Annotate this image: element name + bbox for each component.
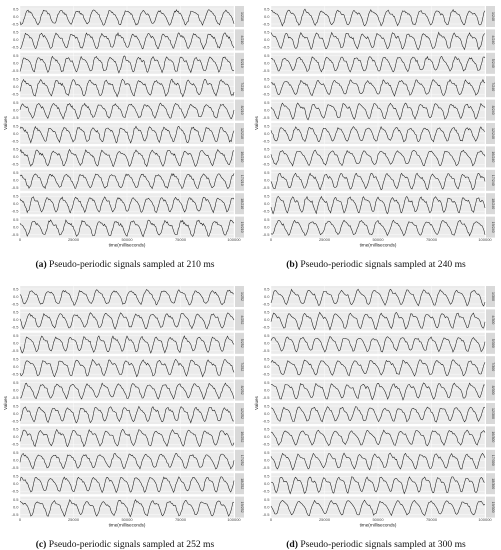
x-tick-label: 75000 xyxy=(425,237,438,242)
facet-panel xyxy=(263,403,495,424)
y-axis-label: Values xyxy=(3,396,8,410)
y-tick-label: -0.5 xyxy=(11,371,19,377)
y-tick-label: 0.0 xyxy=(263,177,270,183)
y-tick-label: 0.5 xyxy=(12,426,19,432)
y-tick-label: 0.0 xyxy=(263,224,270,230)
y-tick-label: -0.5 xyxy=(262,21,270,27)
facet-label: 18/240 xyxy=(490,198,495,210)
facet-panel xyxy=(12,380,244,401)
y-tick-label: -0.5 xyxy=(262,371,270,377)
y-tick-label: 0.0 xyxy=(263,364,270,369)
facet-label: 19/240 xyxy=(490,221,495,233)
facet-label: 18/210 xyxy=(239,198,244,210)
facet-label: 12/210 xyxy=(239,128,244,139)
facet-panel xyxy=(12,6,244,27)
facet-panel xyxy=(263,76,495,97)
y-tick-label: 0.5 xyxy=(12,53,19,59)
y-tick-label: 0.0 xyxy=(263,340,270,346)
facet-panel xyxy=(263,286,495,307)
y-tick-label: -0.5 xyxy=(11,138,19,144)
y-tick-label: 0.0 xyxy=(12,13,19,19)
x-tick-label: 25000 xyxy=(318,237,331,242)
caption-text: Pseudo-periodic signals sampled at 240 ms xyxy=(297,259,466,270)
facet-label: 8/300 xyxy=(490,385,495,395)
y-tick-label: 0.0 xyxy=(263,317,270,323)
facet-panel xyxy=(263,450,495,471)
x-tick-label: 100000 xyxy=(227,237,241,242)
y-tick-label: 0.5 xyxy=(263,29,270,35)
y-tick-label: 0.5 xyxy=(12,379,19,385)
y-tick-label: 0.0 xyxy=(263,13,270,19)
y-tick-label: -0.5 xyxy=(262,301,270,307)
y-tick-label: -0.5 xyxy=(262,441,270,447)
y-tick-label: -0.5 xyxy=(11,465,19,471)
facet-panel xyxy=(12,100,244,121)
y-tick-label: 0.0 xyxy=(263,201,270,206)
caption-text: Pseudo-periodic signals sampled at 210 ms xyxy=(46,259,215,270)
y-tick-label: 0.0 xyxy=(12,364,19,369)
y-tick-label: 0.5 xyxy=(263,426,270,432)
facet-panel xyxy=(12,426,244,447)
y-tick-label: -0.5 xyxy=(11,208,19,214)
y-tick-label: 0.5 xyxy=(263,496,270,502)
facet-panel xyxy=(12,403,244,424)
facet-panel xyxy=(12,193,244,214)
y-tick-label: -0.5 xyxy=(11,418,19,424)
facet-label: 8/240 xyxy=(490,105,495,115)
y-tick-label: -0.5 xyxy=(262,324,270,330)
facet-panel xyxy=(12,217,244,238)
x-tick-label: 0 xyxy=(18,237,22,242)
caption-label: (a) xyxy=(35,259,47,270)
y-axis-label: Values xyxy=(254,116,259,130)
y-tick-label: -0.5 xyxy=(262,488,270,494)
y-tick-label: -0.5 xyxy=(262,44,270,50)
y-tick-label: 0.5 xyxy=(12,123,19,129)
facet-panel xyxy=(12,146,244,167)
facet-panel xyxy=(263,473,495,494)
facet-label: 17/210 xyxy=(239,174,244,186)
x-tick-label: 25000 xyxy=(67,237,80,242)
y-tick-label: -0.5 xyxy=(262,394,270,400)
y-tick-label: -0.5 xyxy=(262,418,270,424)
x-axis-label: time(milliseconds) xyxy=(359,242,397,248)
x-tick-label: 50000 xyxy=(121,517,133,522)
y-tick-label: 0.5 xyxy=(12,333,19,339)
caption-label: (c) xyxy=(35,539,47,550)
y-tick-label: -0.5 xyxy=(262,68,270,74)
y-tick-label: 0.5 xyxy=(263,403,270,409)
y-tick-label: 0.5 xyxy=(12,170,19,176)
subfigure-caption xyxy=(286,259,466,270)
y-tick-label: 0.0 xyxy=(12,84,19,89)
y-tick-label: 0.5 xyxy=(12,216,19,222)
facet-panel xyxy=(12,309,244,330)
y-tick-label: 0.5 xyxy=(12,403,19,409)
y-tick-label: 0.5 xyxy=(263,333,270,339)
facet-label: 12/240 xyxy=(490,128,495,139)
facet-label: 16/210 xyxy=(239,151,244,163)
subfigure-caption xyxy=(286,539,466,550)
facet-label: 1/240 xyxy=(490,12,495,21)
facet-panel xyxy=(263,123,495,144)
facet-label: 5/210 xyxy=(239,58,244,68)
y-axis-label: Values xyxy=(3,116,8,130)
y-tick-label: 0.5 xyxy=(263,216,270,222)
facet-panel xyxy=(12,53,244,74)
facet-label: 4/300 xyxy=(490,315,495,325)
facet-label: 4/210 xyxy=(239,35,244,45)
y-tick-label: 0.5 xyxy=(12,6,19,12)
y-tick-label: 0.0 xyxy=(12,434,19,440)
y-tick-label: 0.5 xyxy=(263,123,270,129)
facet-label: 8/210 xyxy=(239,105,244,115)
y-tick-label: 0.0 xyxy=(12,224,19,230)
y-tick-label: -0.5 xyxy=(11,488,19,494)
y-tick-label: 0.0 xyxy=(263,481,270,486)
x-tick-label: 25000 xyxy=(318,517,331,522)
y-tick-label: -0.5 xyxy=(11,324,19,330)
facet-label: 16/240 xyxy=(490,151,495,163)
y-tick-label: 0.5 xyxy=(12,450,19,456)
facet-label: 1/300 xyxy=(490,292,495,301)
facet-panel xyxy=(12,333,244,354)
facet-panel xyxy=(263,380,495,401)
facet-label: 7/300 xyxy=(490,362,495,372)
y-tick-label: 0.0 xyxy=(12,37,19,43)
y-tick-label: 0.5 xyxy=(12,309,19,315)
y-tick-label: 0.0 xyxy=(263,130,270,136)
x-tick-label: 75000 xyxy=(174,517,187,522)
y-axis-label: Values xyxy=(254,396,259,410)
facet-panel xyxy=(12,473,244,494)
caption-label: (b) xyxy=(286,259,298,270)
y-tick-label: 0.0 xyxy=(12,60,19,66)
y-tick-label: 0.0 xyxy=(12,317,19,323)
facet-panel xyxy=(263,217,495,238)
facet-panel xyxy=(12,497,244,518)
y-tick-label: 0.5 xyxy=(12,286,19,292)
y-tick-label: 0.5 xyxy=(12,473,19,479)
y-tick-label: -0.5 xyxy=(262,161,270,167)
x-tick-label: 50000 xyxy=(121,237,133,242)
y-tick-label: 0.5 xyxy=(12,193,19,199)
x-tick-label: 100000 xyxy=(478,237,492,242)
y-tick-label: 0.0 xyxy=(263,387,270,393)
x-tick-label: 50000 xyxy=(372,517,384,522)
facet-panel xyxy=(263,309,495,330)
y-tick-label: 0.5 xyxy=(263,76,270,82)
facet-panel xyxy=(263,193,495,214)
y-tick-label: 0.0 xyxy=(12,410,19,416)
x-tick-label: 100000 xyxy=(478,517,492,522)
facet-panel xyxy=(12,356,244,377)
caption-text: Pseudo-periodic signals sampled at 300 ms xyxy=(297,539,466,550)
x-tick-label: 0 xyxy=(18,517,22,522)
facet-panel xyxy=(12,29,244,50)
y-tick-label: 0.0 xyxy=(12,340,19,346)
y-tick-label: -0.5 xyxy=(11,441,19,447)
y-tick-label: -0.5 xyxy=(11,231,19,237)
facet-panel xyxy=(263,100,495,121)
caption-text: Pseudo-periodic signals sampled at 252 ms xyxy=(46,539,215,550)
facet-panel xyxy=(263,146,495,167)
x-axis-label: time(milliseconds) xyxy=(108,522,146,528)
y-tick-label: -0.5 xyxy=(262,114,270,120)
y-tick-label: 0.5 xyxy=(263,193,270,199)
facet-label: 17/240 xyxy=(490,174,495,186)
y-tick-label: 0.5 xyxy=(12,76,19,82)
facet-label: 5/240 xyxy=(490,58,495,68)
facet-label: 18/252 xyxy=(239,478,244,490)
y-tick-label: -0.5 xyxy=(262,465,270,471)
facet-label: 19/252 xyxy=(239,501,244,513)
x-tick-label: 50000 xyxy=(372,237,384,242)
facet-label: 16/252 xyxy=(239,431,244,443)
facet-label: 19/210 xyxy=(239,221,244,233)
facet-panel xyxy=(12,170,244,191)
y-tick-label: -0.5 xyxy=(11,301,19,307)
y-tick-label: 0.0 xyxy=(12,201,19,206)
facet-label: 5/252 xyxy=(239,338,244,348)
facet-label: 19/300 xyxy=(490,501,495,513)
y-tick-label: 0.5 xyxy=(263,170,270,176)
facet-panel xyxy=(12,286,244,307)
y-tick-label: 0.5 xyxy=(263,379,270,385)
x-tick-label: 75000 xyxy=(425,517,438,522)
facet-panel xyxy=(12,450,244,471)
y-tick-label: 0.0 xyxy=(12,154,19,160)
y-tick-label: -0.5 xyxy=(11,91,19,97)
facet-panel xyxy=(263,29,495,50)
y-tick-label: -0.5 xyxy=(11,68,19,74)
y-tick-label: 0.0 xyxy=(263,37,270,43)
y-tick-label: 0.5 xyxy=(263,146,270,152)
x-tick-label: 0 xyxy=(269,237,273,242)
y-tick-label: 0.0 xyxy=(263,410,270,416)
y-tick-label: 0.0 xyxy=(263,293,270,299)
facet-label: 12/300 xyxy=(490,408,495,419)
y-tick-label: 0.0 xyxy=(12,504,19,510)
y-tick-label: -0.5 xyxy=(11,21,19,27)
y-tick-label: 0.0 xyxy=(12,107,19,113)
y-tick-label: 0.0 xyxy=(263,107,270,113)
y-tick-label: -0.5 xyxy=(262,231,270,237)
facet-label: 7/240 xyxy=(490,82,495,92)
y-tick-label: 0.0 xyxy=(263,434,270,440)
caption-label: (d) xyxy=(286,539,298,550)
y-tick-label: -0.5 xyxy=(262,185,270,191)
facet-panel xyxy=(12,123,244,144)
subfigure-caption xyxy=(36,539,215,550)
y-tick-label: -0.5 xyxy=(11,114,19,120)
facet-panel xyxy=(263,6,495,27)
subfigure-d xyxy=(254,286,495,550)
y-tick-label: 0.5 xyxy=(12,29,19,35)
y-tick-label: 0.0 xyxy=(263,504,270,510)
facet-label: 7/252 xyxy=(239,362,244,372)
y-tick-label: 0.5 xyxy=(12,146,19,152)
y-tick-label: -0.5 xyxy=(11,348,19,354)
facet-label: 12/252 xyxy=(239,408,244,419)
x-axis-label: time(milliseconds) xyxy=(359,522,397,528)
facet-label: 18/300 xyxy=(490,478,495,490)
y-tick-label: 0.0 xyxy=(263,84,270,89)
y-tick-label: 0.5 xyxy=(263,53,270,59)
y-tick-label: 0.5 xyxy=(263,356,270,362)
x-tick-label: 25000 xyxy=(67,517,80,522)
y-tick-label: -0.5 xyxy=(11,161,19,167)
y-tick-label: 0.0 xyxy=(12,177,19,183)
y-tick-label: 0.5 xyxy=(12,99,19,105)
facet-panel xyxy=(263,356,495,377)
y-tick-label: 0.5 xyxy=(12,496,19,502)
facet-label: 1/210 xyxy=(239,12,244,21)
y-tick-label: 0.0 xyxy=(263,154,270,160)
x-axis-label: time(milliseconds) xyxy=(108,242,146,248)
facet-label: 5/300 xyxy=(490,338,495,348)
facet-label: 8/252 xyxy=(239,385,244,395)
x-tick-label: 100000 xyxy=(227,517,241,522)
y-tick-label: 0.0 xyxy=(263,457,270,463)
facet-panel xyxy=(263,426,495,447)
facet-panel xyxy=(263,53,495,74)
y-tick-label: 0.0 xyxy=(12,387,19,393)
y-tick-label: 0.5 xyxy=(263,309,270,315)
y-tick-label: 0.5 xyxy=(12,356,19,362)
facet-panel xyxy=(263,497,495,518)
y-tick-label: 0.0 xyxy=(12,481,19,486)
subfigure-a xyxy=(3,6,244,270)
y-tick-label: -0.5 xyxy=(262,511,270,517)
y-tick-label: 0.0 xyxy=(12,130,19,136)
y-tick-label: -0.5 xyxy=(262,91,270,97)
x-tick-label: 75000 xyxy=(174,237,187,242)
facet-label: 17/252 xyxy=(239,454,244,466)
y-tick-label: 0.5 xyxy=(263,6,270,12)
y-tick-label: -0.5 xyxy=(11,394,19,400)
y-tick-label: -0.5 xyxy=(11,185,19,191)
x-tick-label: 0 xyxy=(269,517,273,522)
facet-label: 16/300 xyxy=(490,431,495,443)
y-tick-label: 0.0 xyxy=(12,457,19,463)
y-tick-label: 0.5 xyxy=(263,99,270,105)
facet-panel xyxy=(12,76,244,97)
y-tick-label: 0.5 xyxy=(263,473,270,479)
y-tick-label: -0.5 xyxy=(262,208,270,214)
y-tick-label: -0.5 xyxy=(262,348,270,354)
facet-panel xyxy=(263,170,495,191)
y-tick-label: -0.5 xyxy=(11,511,19,517)
facet-panel xyxy=(263,333,495,354)
y-tick-label: 0.0 xyxy=(263,60,270,66)
facet-label: 4/240 xyxy=(490,35,495,45)
y-tick-label: -0.5 xyxy=(262,138,270,144)
y-tick-label: -0.5 xyxy=(11,44,19,50)
subfigure-c xyxy=(3,286,244,550)
subfigure-b xyxy=(254,6,495,270)
facet-label: 1/252 xyxy=(239,292,244,301)
subfigure-caption xyxy=(35,259,214,270)
facet-label: 7/210 xyxy=(239,82,244,92)
y-tick-label: 0.5 xyxy=(263,450,270,456)
facet-label: 4/252 xyxy=(239,315,244,325)
y-tick-label: 0.0 xyxy=(12,293,19,299)
y-tick-label: 0.5 xyxy=(263,286,270,292)
facet-label: 17/300 xyxy=(490,454,495,466)
